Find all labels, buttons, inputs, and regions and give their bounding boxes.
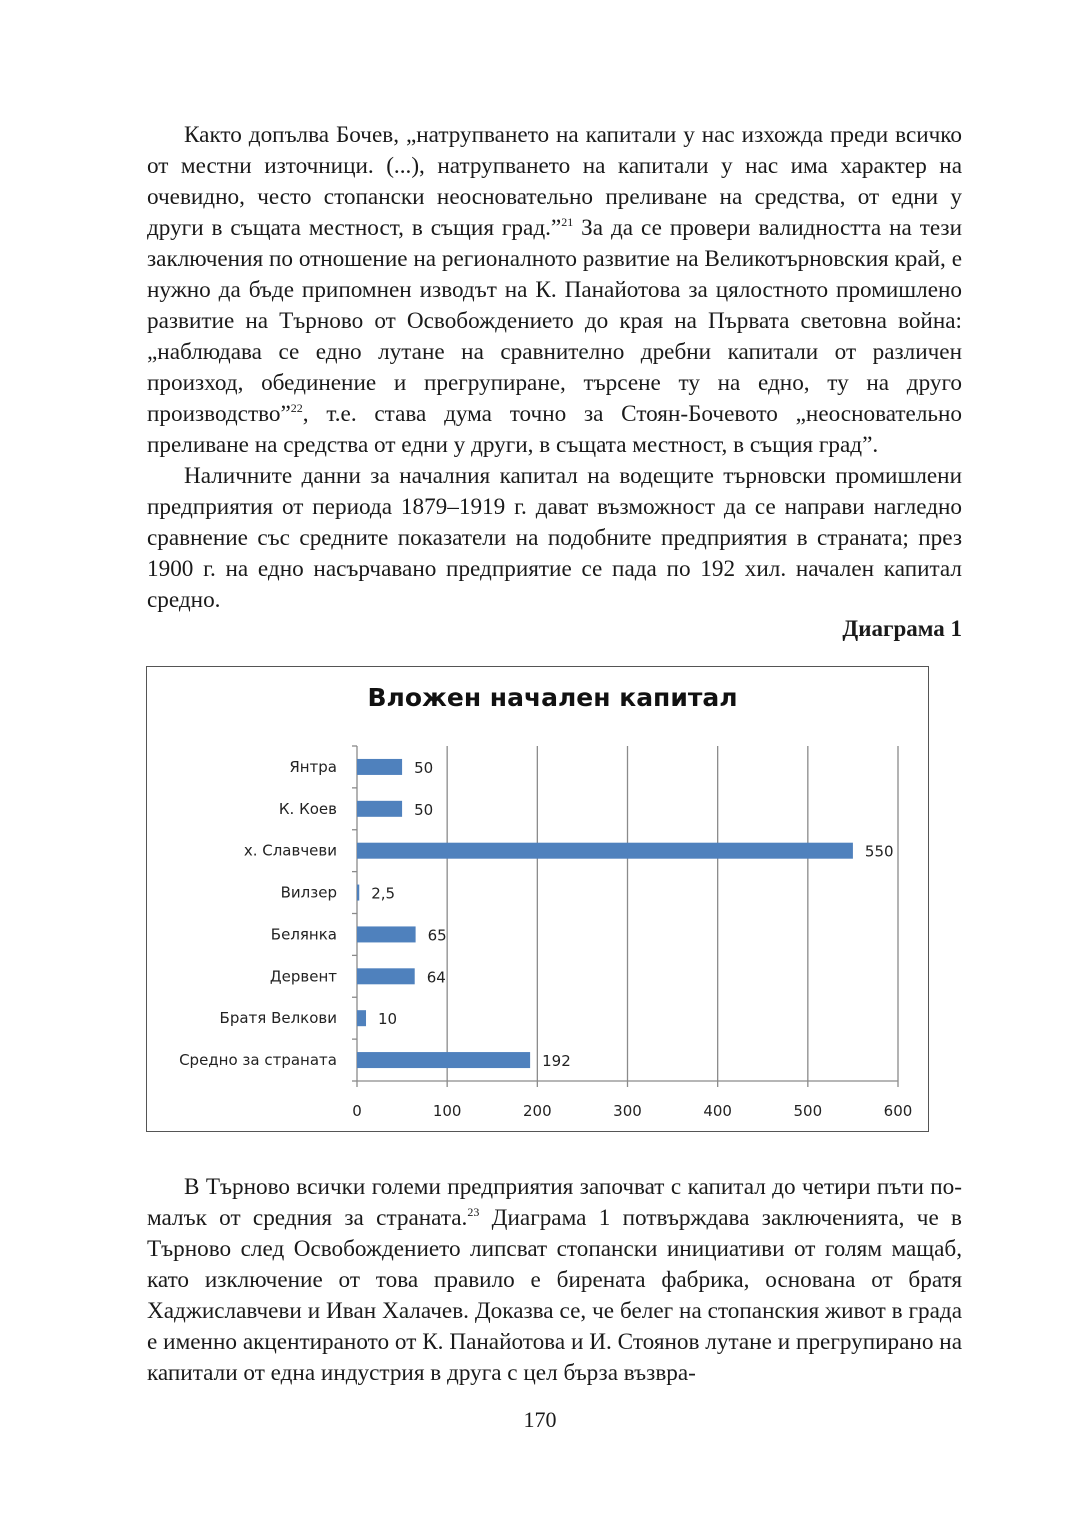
x-tick-label: 600	[883, 1102, 913, 1120]
footnote-ref-21: 21	[561, 215, 574, 229]
x-tick-label: 0	[352, 1102, 362, 1120]
footnote-ref-22: 22	[290, 401, 303, 415]
page-number: 170	[523, 1407, 557, 1432]
data-label: 2,5	[371, 884, 396, 903]
body-text-bottom	[147, 1172, 962, 1389]
data-label: 64	[426, 968, 446, 987]
category-label: Вилзер	[280, 883, 337, 902]
category-label: К. Коев	[278, 799, 337, 818]
data-label: 50	[414, 800, 434, 819]
x-tick-label: 300	[613, 1102, 642, 1120]
category-label: Белянка	[270, 925, 337, 944]
bar	[357, 885, 359, 901]
category-label: Дервент	[269, 967, 337, 986]
paragraph-3	[147, 1172, 962, 1389]
paragraph-3-text-a: В Търново всички големи предприятия започват с капитал до четири пъти по-малък от средния за страната.	[147, 1174, 962, 1231]
figure-caption: Диаграма 1	[842, 616, 962, 641]
category-label: х. Славчеви	[243, 841, 337, 860]
category-label: Братя Велкови	[219, 1009, 337, 1028]
paragraph-2: Наличните данни за началния капитал на водещите търновски промишлени предприятия от периода 1879–1919 г. дават възможност да се направи нагледно сравнение със средните показатели на подобните предприятия в страната; през 1900 г. на едно насърчавано предприятие се пада по 192 хил. начален капитал средно.	[147, 463, 962, 613]
paragraph-1-text-c: , т.е. става дума точно за Стоян-Бочевото „неосновательно преливане на средства от едни у други, в същата местност, в същия град”.	[147, 401, 962, 458]
data-label: 10	[378, 1010, 398, 1029]
x-tick-label: 500	[793, 1102, 823, 1120]
bar	[357, 1010, 366, 1026]
footnote-ref-23: 23	[467, 1205, 480, 1219]
x-tick-label: 400	[703, 1102, 732, 1120]
bar	[357, 1052, 530, 1068]
bar	[357, 926, 416, 942]
data-label: 192	[542, 1052, 571, 1071]
paragraph-3-text-b: Диаграма 1 потвърждава заключенията, че в Търново след Освобождението липсват стопански инициативи от голям мащаб, като изключение от това правило е бирената фабрика, основана от братя Хаджиславчеви и Иван Халачев. Доказва се, че белег на стопанския живот в града е именно акцентираното от К. Панайотова и И. Стоянов лутане и прегрупирано на капитали от една индустрия в друга с цел бърза възвра-	[147, 1205, 963, 1386]
bar-chart	[146, 666, 929, 1132]
paragraph-1-text-a: Както допълва Бочев, „натрупването на капитали у нас изхожда преди всичко от местни източници. (...), натрупването на капитали у нас има характер на очевидно, често стопански неосновательно преливане на средства, от едни у други в същата местност, в същия град.”	[147, 122, 962, 241]
category-label: Средно за страната	[179, 1051, 337, 1070]
x-tick-label: 200	[523, 1102, 552, 1120]
paragraph-1-text-b: За да се провери валидността на тези заключения по отношение на регионалното развитие на Великотърновския край, е нужно да бъде припомнен изводът на К. Панайотова за цялостното промишлено развитие на Търново от Освобождението до края на Първата световна война: „наблюдава се едно лутане на сравнително дребни капитали от различен произход, обединение и прегрупиране, търсене ту на едно, ту на друго производство”	[147, 215, 962, 427]
category-label: Янтра	[289, 757, 337, 776]
paragraph-1	[147, 120, 962, 461]
chart-title: Вложен начален капитал	[367, 683, 738, 712]
bar	[357, 843, 853, 859]
data-label: 65	[427, 926, 447, 945]
bar	[357, 759, 402, 775]
bar	[357, 968, 415, 984]
bar	[357, 801, 402, 817]
body-text-top	[147, 120, 962, 616]
data-label: 550	[864, 842, 894, 861]
chart-plot-area	[147, 667, 927, 1130]
x-tick-label: 100	[432, 1102, 462, 1120]
data-label: 50	[414, 758, 434, 777]
